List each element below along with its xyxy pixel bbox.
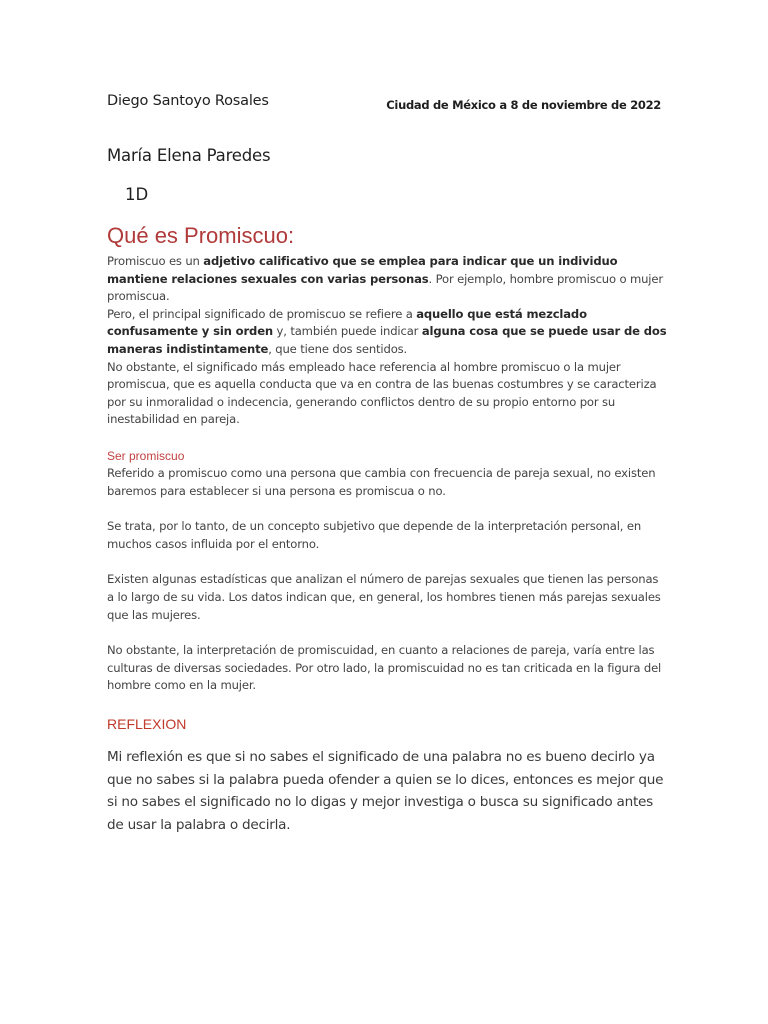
text-run: . Por ejemplo, hombre promiscuo o mujer promiscua. [107,271,663,304]
ser-promiscuo-paragraph-2: Se trata, por lo tanto, de un concepto subjetivo que depende de la interpretación personal, en muchos casos influida por el entorno. [107,519,642,551]
author-name: Diego Santoyo Rosales [107,93,269,109]
text-run: , que tiene dos sentidos. [268,341,408,356]
ser-promiscuo-heading: Ser promiscuo [107,448,185,463]
text-run: y, también puede indicar [273,324,422,339]
definition-paragraph [107,253,667,306]
text-run: Pero, el principal significado de promiscuo se refiere a [107,306,417,321]
teacher-name: María Elena Paredes [107,146,271,165]
text-run: Promiscuo es un [107,254,204,268]
bold-text: aquello que está mezclado confusamente y sin orden [107,306,587,339]
bold-text: adjetivo calificativo que se emplea para indicar que un individuo mantiene relaciones sexuales con varias personas [107,254,618,286]
ser-promiscuo-paragraph-3: Existen algunas estadísticas que analizan el número de parejas sexuales que tienen las personas a lo largo de su vida. Los datos indican que, en general, los hombres tienen más parejas sexuales que las mujeres. [107,572,661,622]
ser-promiscuo-paragraph-4: No obstante, la interpretación de promiscuidad, en cuanto a relaciones de pareja, varía entre las culturas de diversas sociedades. Por otro lado, la promiscuidad no es tan criticada en la figura del hombre como en la mujer. [107,643,662,693]
reflexion-paragraph: Mi reflexión es que si no sabes el significado de una palabra no es bueno decirlo ya que no sabes si la palabra pueda ofender a quien se lo dices, entonces es mejor que si no sabes el significado no lo digas y mejor investiga o busca su significado antes de usar la palabra o decirla. [107,748,664,834]
ser-promiscuo-paragraph-1: Referido a promiscuo como una persona que cambia con frecuencia de pareja sexual, no existen baremos para establecer si una persona es promiscua o no. [107,465,656,498]
document-body [107,221,667,837]
section-title: Qué es Promiscuo: [107,223,295,248]
bold-text: alguna cosa que se puede usar de dos maneras indistintamente [107,324,667,356]
reflexion-heading: REFLEXION [107,715,187,732]
meaning-paragraph [107,306,667,359]
place-date: Ciudad de México a 8 de noviembre de 2022 [386,98,661,112]
group-label: 1D [125,185,149,204]
usage-paragraph: No obstante, el significado más empleado hace referencia al hombre promiscuo o la mujer promiscua, que es aquella conducta que va en contra de las buenas costumbres y se caracteriza por su inmoralidad o indecencia, generando conflictos dentro de su propio entorno por su inestabilidad en pareja. [107,359,657,427]
